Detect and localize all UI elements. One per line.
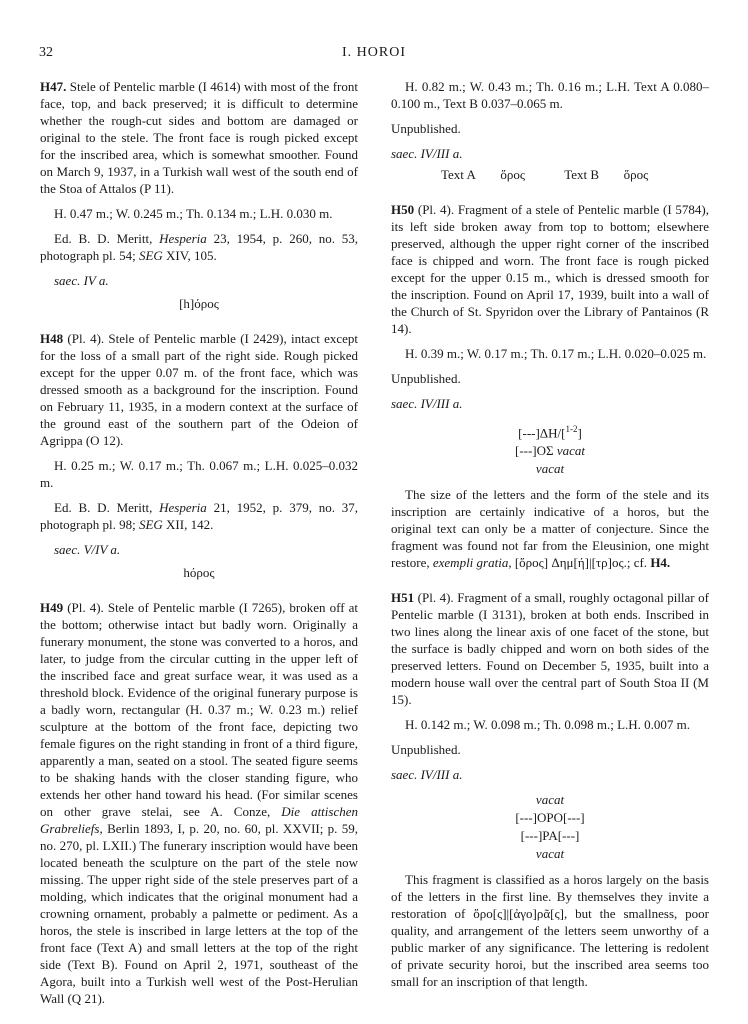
h49-text-b: Text B ὅρος: [564, 167, 649, 182]
h48-id: H48: [40, 331, 64, 346]
entry-h47: [40, 78, 358, 312]
h50-line-1: [---]ΔΗ/[$^{1-2}$]: [518, 424, 582, 441]
h49-id: H49: [40, 600, 64, 615]
h51-commentary: This fragment is classified as a horos largely on the basis of the letters in the first line. By themselves they invite a restoration of ὅρο[ς]|[ἀγο]ρᾶ[ς], but the smallness, poor quality, and arrangement of the letters seem unworthy of a public marker of any significance. The lettering is redolent of private security horoi, but the inscribed area seems too small for an inscription of that length.: [391, 872, 709, 990]
h51-date: saec. IV/III a.: [391, 767, 463, 783]
h48-text: hόρος: [183, 565, 215, 580]
running-head: I. HOROI: [342, 45, 406, 60]
h4-crossref: H4.: [650, 555, 671, 571]
h49-status: Unpublished.: [391, 121, 461, 136]
h47-dimensions: H. 0.47 m.; W. 0.245 m.; Th. 0.134 m.; L.H. 0.030 m.: [54, 206, 333, 221]
h50-date: saec. IV/III a.: [391, 396, 463, 411]
h51-line-0: vacat: [535, 792, 565, 808]
h51-line-1: [---]ΟΡΟ[---]: [515, 810, 585, 826]
right-column: [391, 78, 709, 990]
h51-line-2: [---]ΡΑ[---]: [520, 828, 580, 844]
entry-h50: [391, 201, 709, 571]
left-column: [40, 78, 358, 1007]
h49-text-a: Text A ὅρος: [441, 167, 525, 182]
h50-id: H50: [391, 202, 415, 217]
h49-description: H49 (Pl. 4). Stele of Pentelic marble (I 7265), broken off at the bottom; otherwise intact but badly worn. Originally a funerary monument, the stone was converted to a horos, and later, to judge from the circular cutting in the upper left of the inscribed face and great surface wear, it was used as a threshold block. Evidence of the original funerary purpose is a badly worn, rectangular (H. 0.37 m.; W. 0.23 m.) relief sculpture at the bottom of the front face, depicting two female figures on the right standing in front of a third figure, apparently a man, seated on a stool. The seated figure seems to be shaking hands with the closer standing figure, who extends her other hand toward his head. (For similar scenes on other grave stelai, see A. Conze, Die attischen Grabreliefs, Berlin 1893, I, p. 20, no. 60, pl. XXVII; p. 59, no. 270, pl. LXII.) The funerary inscription would have been located beneath the sculpture on the part of the stele now missing. The upper right side of the stele preserves part of a molding, which indicates that the original monument had a crowning ornament, probably a palmette or pediment. As a horos, the stele is inscribed in large letters at the top of the front face (Text A) and small letters at the top of the right side (Text B). Found on April 2, 1971, southeast of the Agora, built into a Turkish well west of the Post-Herulian Wall (Q 21).: [40, 600, 359, 1006]
h50-status: Unpublished.: [391, 371, 461, 386]
h50-line-2: [---]ΟΣ vacat: [514, 443, 585, 459]
h50-dimensions: H. 0.39 m.; W. 0.17 m.; Th. 0.17 m.; L.H. 0.020–0.025 m.: [405, 346, 707, 361]
h47-id: H47.: [40, 79, 67, 94]
h51-description: H51 (Pl. 4). Fragment of a small, roughly octagonal pillar of Pentelic marble (I 3131), broken at both ends. Inscribed in two lines along the linear axis of one facet of the stone, but the surface is badly chipped and worn on both sides of the preserved letters. Found on December 5, 1935, built into a modern house wall over the central part of South Stoa II (M 15).: [391, 590, 709, 708]
h50-description: H50 (Pl. 4). Fragment of a stele of Pentelic marble (I 5784), its left side broken away from top to bottom; elsewhere preserved, although the upper right corner of the inscribed face is chipped and worn. The front face is rough picked except for the upper 0.15 m., which is dressed smooth for the inscription. Found on April 17, 1939, built into a wall of the Church of St. Spyridon over the Library of Pantainos (R 14).: [391, 202, 710, 336]
h48-dimensions: H. 0.25 m.; W. 0.17 m.; Th. 0.067 m.; L.H. 0.025–0.032 m.: [40, 458, 358, 490]
h50-commentary: The size of the letters and the form of the stele and its inscription are certainly indicative of a horos, but the original text can only be a matter of conjecture. Since the fragment was found not far from the Eleusinion, one might restore, exempli gratia, [ὅρος] Δημ[ή]|[τρ]ος.; cf. H4.: [391, 487, 709, 571]
h50-line-3: vacat: [535, 461, 565, 477]
entry-h48: [40, 330, 358, 581]
h50-inscription: [391, 420, 709, 478]
h47-date: saec. IV a.: [54, 273, 109, 288]
h49-dimensions: H. 0.82 m.; W. 0.43 m.; Th. 0.16 m.; L.H. Text A 0.080–0.100 m., Text B 0.037–0.065 m.: [391, 79, 709, 111]
h51-inscription: [391, 791, 709, 863]
entry-h51: [391, 589, 709, 990]
h47-edition: Ed. B. D. Meritt, Hesperia 23, 1954, p. 260, no. 53, photograph pl. 54; SEG XIV, 105.: [40, 231, 359, 263]
h49-date: saec. IV/III a.: [391, 146, 463, 161]
h48-description: H48 (Pl. 4). Stele of Pentelic marble (I 2429), intact except for the loss of a small part of the right side. Rough picked except for the upper 0.07 m. of the front face, which was dressed smooth as a background for the inscription. Found on February 11, 1935, in a modern context at the surface of the ground east of the southern part of the Odeion of Agrippa (O 12).: [40, 331, 359, 448]
entry-h49: [40, 599, 358, 1007]
h48-edition: Ed. B. D. Meritt, Hesperia 21, 1952, p. 379, no. 37, photograph pl. 98; SEG XII, 142.: [40, 500, 359, 532]
h51-dimensions: H. 0.142 m.; W. 0.098 m.; Th. 0.098 m.; L.H. 0.007 m.: [405, 717, 691, 733]
h49-texts: [391, 166, 709, 183]
entry-h49-continued: [391, 78, 709, 183]
h48-date: saec. V/IV a.: [54, 542, 121, 557]
h47-description: H47. Stele of Pentelic marble (I 4614) with most of the front face, top, and back preserved; it is difficult to determine whether the rough-cut sides and bottom are damaged or original to the stele. The front face is rough picked except for the inscribed area, which is somewhat smoother. Found on March 9, 1937, in a Turkish wall west of the south end of the Stoa of Attalos (P 11).: [40, 79, 358, 196]
h51-line-3: vacat: [535, 846, 565, 862]
h51-id: H51: [391, 590, 415, 606]
page-number: 32: [39, 45, 53, 60]
h51-status: Unpublished.: [391, 742, 461, 758]
h47-text: [h]όρος: [179, 296, 219, 311]
